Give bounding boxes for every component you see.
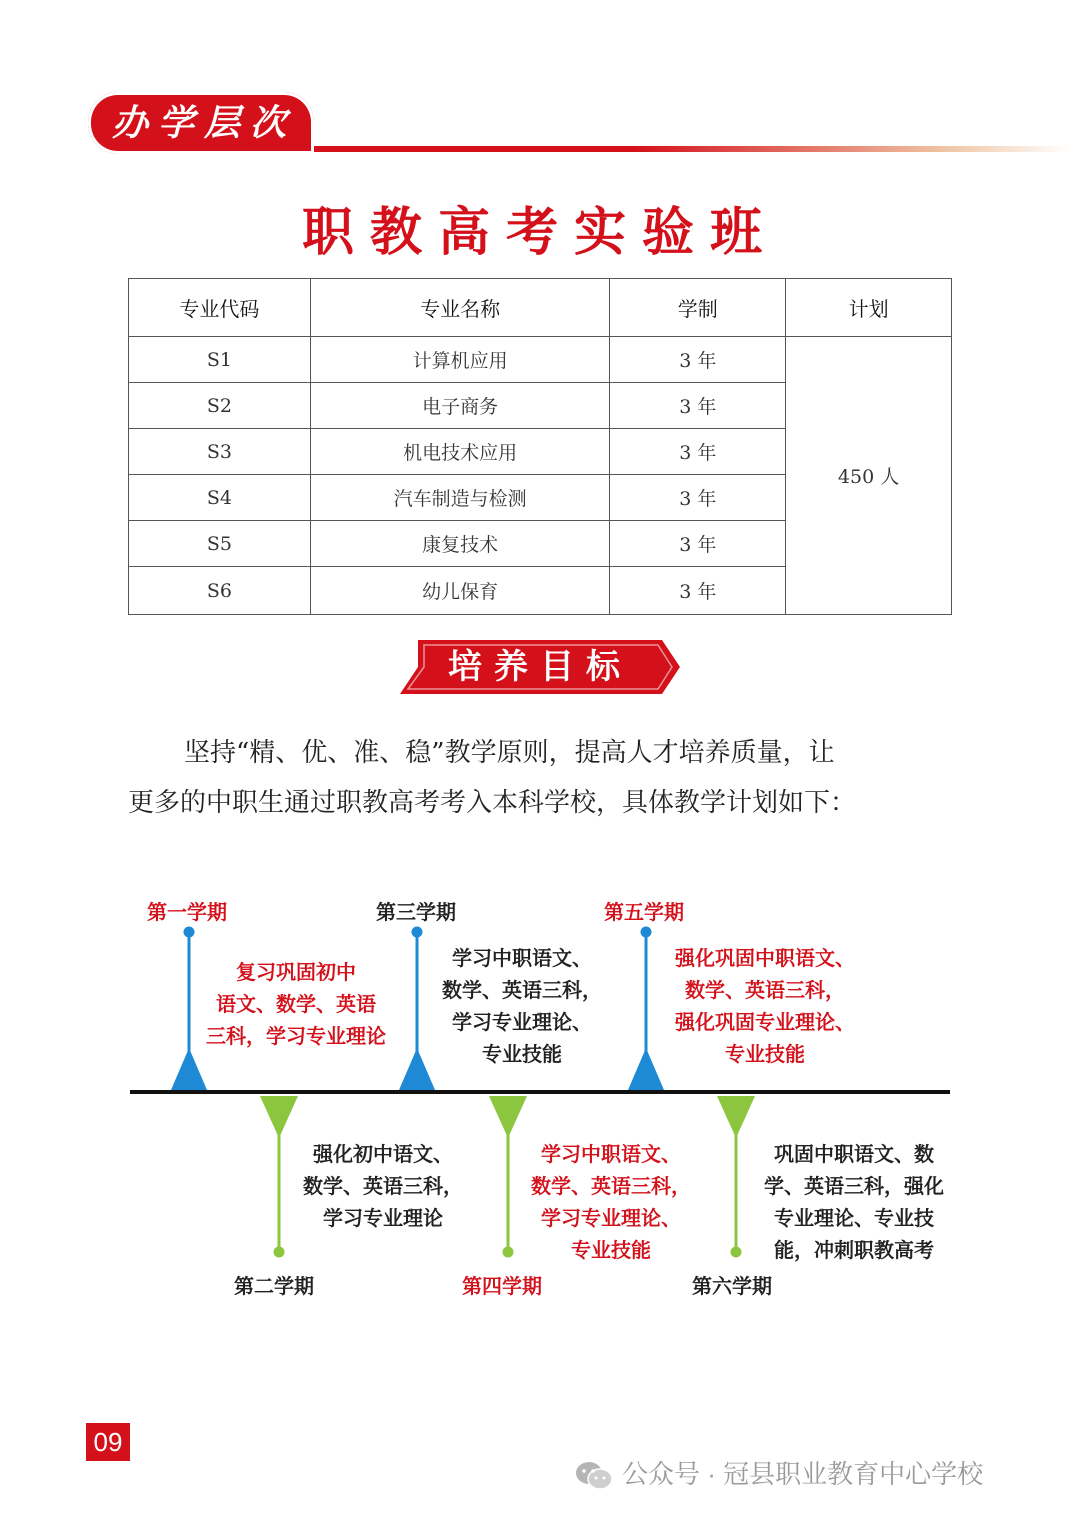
cell-plan: 450 人: [786, 337, 952, 615]
cell-code: S5: [129, 521, 311, 567]
semester-4-description: 学习中职语文、 数学、英语三科， 学习专业理论、 专业技能: [531, 1142, 691, 1262]
cell-name: 幼儿保育: [310, 567, 610, 615]
semester-3-description: 学习中职语文、 数学、英语三科， 学习专业理论、 专业技能: [442, 946, 602, 1066]
header-duration: 学制: [610, 279, 786, 337]
table-header-row: [129, 279, 952, 337]
semester-6-description: 巩固中职语文、数 学、英语三科，强化 专业理论、专业技 能，冲刺职教高考: [764, 1142, 944, 1262]
semester-1-description: 复习巩固初中 语文、数学、英语 三科，学习专业理论: [206, 960, 386, 1048]
header-name: 专业名称: [310, 279, 610, 337]
cell-code: S3: [129, 429, 311, 475]
intro-line-1: 坚持“精、优、准、稳”教学原则，提高人才培养质量，让: [184, 738, 835, 768]
semester-4-label: 第四学期: [462, 1274, 542, 1298]
cell-name: 康复技术: [310, 521, 610, 567]
table-row: [129, 337, 952, 383]
intro-paragraph: [128, 728, 952, 828]
footer-watermark: [574, 1452, 983, 1496]
cell-code: S1: [129, 337, 311, 383]
semester-6-label: 第六学期: [692, 1274, 772, 1298]
semester-2-label: 第二学期: [234, 1274, 314, 1298]
goal-title: 培养目标: [448, 647, 632, 687]
cell-duration: 3 年: [610, 567, 786, 615]
footer-text: 公众号 · 冠县职业教育中心学校: [622, 1459, 984, 1489]
cell-duration: 3 年: [610, 429, 786, 475]
section-title: 办学层次: [111, 102, 296, 144]
header-divider-line: [280, 146, 1070, 152]
header-code: 专业代码: [129, 279, 311, 337]
majors-table: [128, 278, 952, 615]
timeline-marker-s5: [628, 927, 664, 1090]
cell-name: 汽车制造与检测: [310, 475, 610, 521]
header-plan: 计划: [786, 279, 952, 337]
cell-duration: 3 年: [610, 337, 786, 383]
cell-code: S2: [129, 383, 311, 429]
page-title: 职教高考实验班: [301, 202, 778, 263]
page-number: 09: [86, 1423, 130, 1461]
timeline-marker-s6: [717, 1096, 755, 1257]
semester-1-label: 第一学期: [147, 900, 227, 924]
cell-duration: 3 年: [610, 383, 786, 429]
cell-code: S4: [129, 475, 311, 521]
intro-line-2: 更多的中职生通过职教高考考入本科学校，具体教学计划如下：: [128, 788, 857, 818]
section-tab: [88, 92, 314, 154]
cell-name: 计算机应用: [310, 337, 610, 383]
cell-name: 电子商务: [310, 383, 610, 429]
cell-name: 机电技术应用: [310, 429, 610, 475]
semester-5-label: 第五学期: [604, 900, 684, 924]
wechat-icon: [574, 1460, 614, 1492]
semester-3-label: 第三学期: [376, 900, 456, 924]
semester-2-description: 强化初中语文、 数学、英语三科， 学习专业理论: [303, 1142, 463, 1230]
cell-duration: 3 年: [610, 475, 786, 521]
cell-code: S6: [129, 567, 311, 615]
cell-duration: 3 年: [610, 521, 786, 567]
semester-5-description: 强化巩固中职语文、 数学、英语三科， 强化巩固专业理论、 专业技能: [675, 946, 855, 1066]
